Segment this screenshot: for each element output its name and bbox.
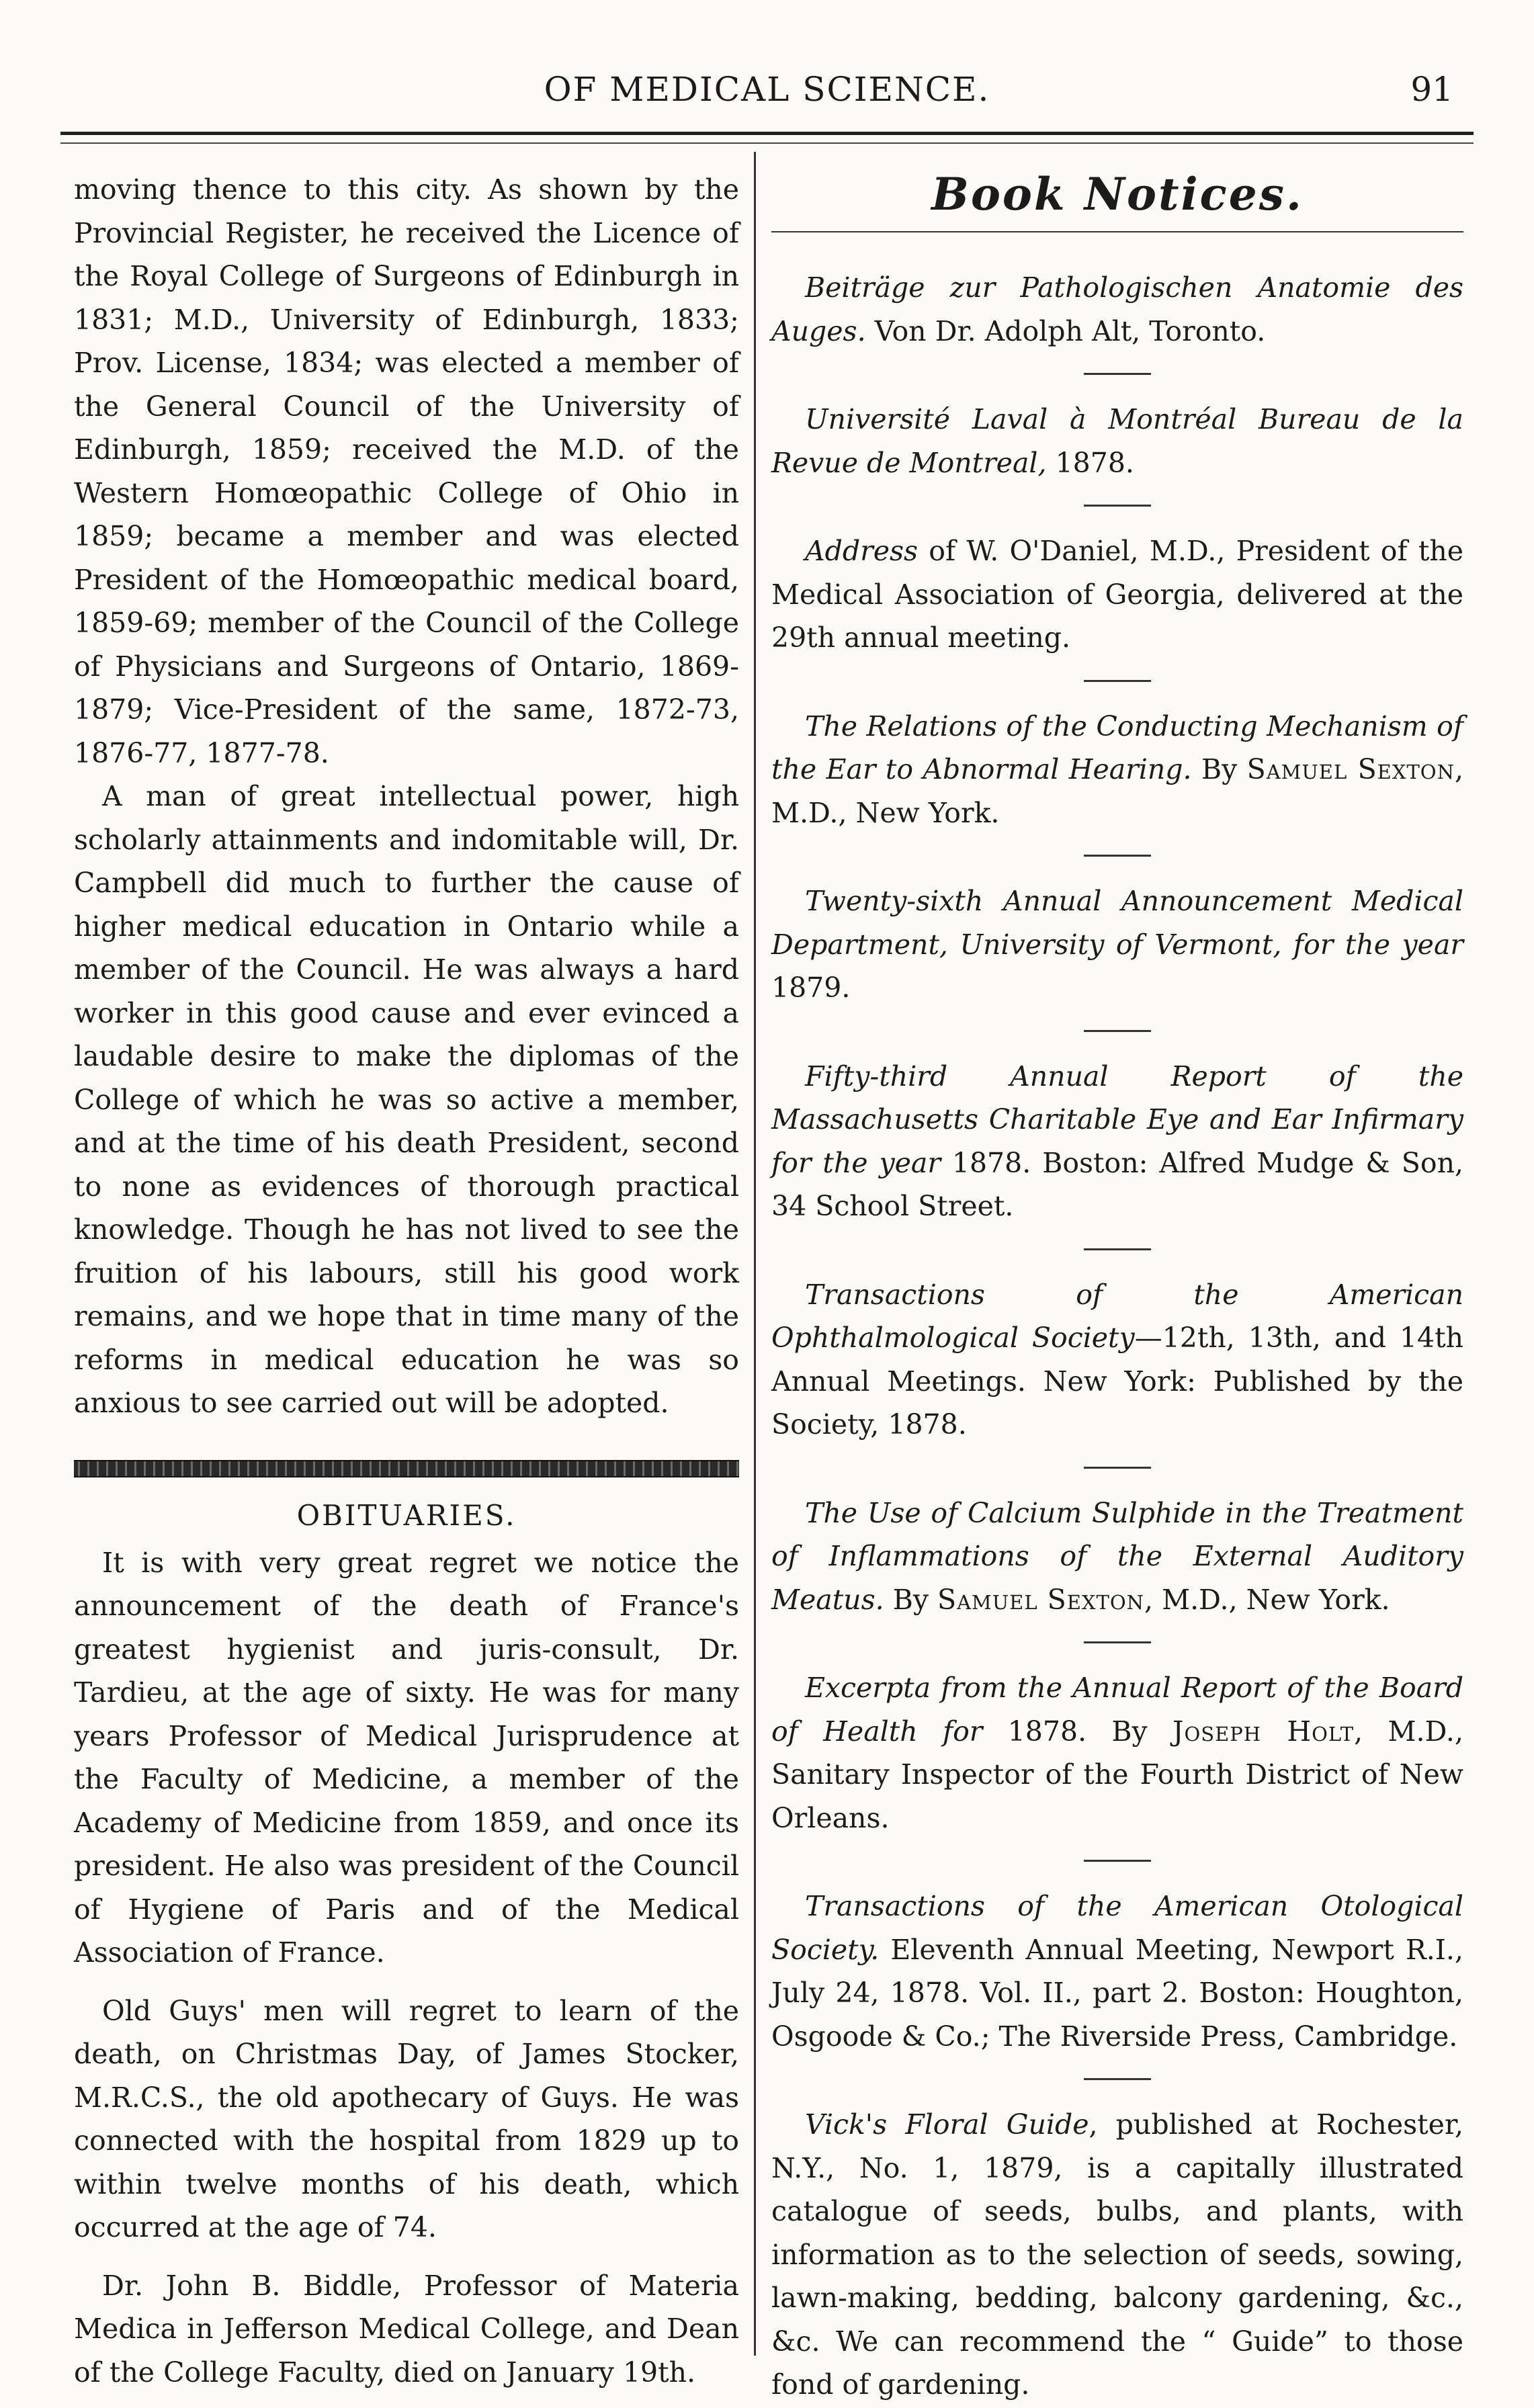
book-notice-title: Transactions of the American Otological Society. [771, 1890, 1463, 1966]
column-divider [754, 152, 756, 2356]
book-notice [771, 1273, 1463, 1447]
notice-separator [1084, 680, 1151, 682]
book-notice-title: Beiträge zur Pathologischen Anatomie des Auges. [771, 271, 1463, 347]
book-notice-title: The Relations of the Conducting Mechanism of the Ear to Abnormal Hearing. [771, 710, 1463, 785]
obituary-paragraph: Old Guys' men will regret to learn of the death, on Christmas Day, of James Stocker, M.R.C.S., the old apothecary of Guys. He was connected with the hospital from 1829 up to within twelve months of his death, which occurred at the age of 74. [74, 1994, 739, 2243]
book-notice-title: Université Laval à Montréal Bureau de la Revue de Montreal, [771, 403, 1463, 479]
running-title: OF MEDICAL SCIENCE. [544, 70, 990, 109]
book-notice [771, 2103, 1463, 2407]
book-notice-title: Twenty-sixth Annual Announcement Medical Department, University of Vermont, for the year [771, 885, 1463, 961]
book-notice-text: , published at Rochester, N.Y., No. 1, 1879, is a capitally illustrated catalogue of seeds, bulbs, and plants, with information as to the selection of seeds, sowing, lawn-making, bedding, balcony gardening, &c., &c. We can recommend the “ Guide” to those fond of gardening. [771, 2108, 1463, 2401]
header-rule-thin [60, 142, 1474, 144]
book-notice [771, 529, 1463, 660]
notice-separator [1084, 1641, 1151, 1643]
book-notice-author: Samuel Sexton [1246, 753, 1455, 785]
notice-separator [1084, 1030, 1151, 1032]
notice-separator [1084, 855, 1151, 857]
running-header [60, 70, 1474, 124]
book-notices-rule [771, 231, 1463, 232]
book-notice-title: The Use of Calcium Sulphide in the Treatment of Inflammations of the External Auditory Meatus. [771, 1496, 1463, 1616]
book-notice-text: 1878. Boston: Alfred Mudge & Son, 34 School Street. [771, 1146, 1464, 1222]
page-number: 91 [1410, 70, 1453, 109]
notice-separator [1084, 373, 1151, 375]
book-notice-text: By [1191, 753, 1247, 785]
book-notice-text: Eleventh Annual Meeting, Newport R.I., July 24, 1878. Vol. II., part 2. Boston: Houghton, Osgoode & Co.; The Riverside Press, Cambridge. [771, 1933, 1463, 2053]
notice-separator [1084, 1860, 1151, 1862]
book-notice [771, 1055, 1463, 1228]
book-notice-text: , M.D., New York. [1144, 1583, 1390, 1616]
header-rule [60, 132, 1474, 135]
book-notice-text: 1878. [1046, 446, 1134, 479]
obituary-paragraph: It is with very great regret we notice the announcement of the death of France's greatest hygienist and juris-consult, Dr. Tardieu, at the age of sixty. He was for many years Professor of Medical Jurisprudence at the Faculty of Medicine, a member of the Academy of Medicine from 1859, and once its president. He also was president of the Council of Hygiene of Paris and of the Medical Association of France. [74, 1546, 739, 1969]
notice-separator [1084, 1467, 1151, 1469]
book-notice-title: Transactions of the American Ophthalmological Society [771, 1278, 1463, 1354]
notice-separator [1084, 1248, 1151, 1250]
book-notice-text: Von Dr. Adolph Alt, Toronto. [865, 314, 1266, 347]
biography-paragraph: moving thence to this city. As shown by the Provincial Register, he received the Licence of the Royal College of Surgeons of Edinburgh in 1831; M.D., University of Edinburgh, 1833; Prov. License, 1834; was elected a member of the General Council of the University of Edinburgh, 1859; received the M.D. of the Western Homœopathic College of Ohio in 1859; became a member and was elected President of the Homœopathic medical board, 1859-69; member of the Council of the College of Physicians and Surgeons of Ontario, 1869-1879; Vice-President of the same, 1872-73, 1876-77, 1877-78. [74, 173, 739, 769]
book-notice-title: Fifty-third Annual Report of the Massachusetts Charitable Eye and Ear Infirmary for the year [771, 1060, 1463, 1179]
book-notice-title: Address [805, 535, 919, 567]
book-notice-text: 1879. [771, 972, 851, 1004]
left-column [74, 168, 739, 2394]
book-notice-text: , M.D., Sanitary Inspector of the Fourth District of New Orleans. [771, 1715, 1463, 1834]
book-notice [771, 266, 1463, 353]
book-notice-text: —12th, 13th, and 14th Annual Meetings. New York: Published by the Society, 1878. [771, 1322, 1463, 1440]
book-notice [771, 705, 1463, 835]
obituaries-heading: OBITUARIES. [296, 1498, 517, 1532]
book-notice-text: 1878. By [982, 1715, 1173, 1748]
book-notice-author: Joseph Holt [1173, 1715, 1355, 1748]
right-column [771, 168, 1463, 2407]
book-notice-title: Excerpta from the Annual Report of the Board of Health for [771, 1672, 1463, 1748]
book-notices-list [771, 266, 1463, 2407]
book-notice-author: Samuel Sexton [937, 1583, 1145, 1616]
book-notices-heading: Book Notices. [931, 168, 1304, 220]
obituary-paragraph: Dr. John B. Biddle, Professor of Materia Medica in Jefferson Medical College, and Dean of the College Faculty, died on January 19th. [74, 2269, 739, 2389]
notice-separator [1084, 505, 1151, 507]
section-rule [74, 1460, 739, 1477]
book-notice [771, 398, 1463, 484]
book-notice [771, 1885, 1463, 2058]
book-notice-text: of W. O'Daniel, M.D., President of the Medical Association of Georgia, delivered at the 29th annual meeting. [771, 535, 1463, 654]
notice-separator [1084, 2078, 1151, 2080]
book-notice [771, 879, 1463, 1010]
book-notice [771, 1492, 1463, 1622]
book-notice-text: , M.D., New York. [771, 753, 1464, 829]
book-notice-title: Vick's Floral Guide [805, 2108, 1089, 2141]
book-notice-text: By [884, 1583, 938, 1616]
book-notice [771, 1666, 1463, 1840]
biography-paragraph: A man of great intellectual power, high scholarly attainments and indomitable will, Dr. Campbell did much to further the cause of higher medical education in Ontario while a member of the Council. He was always a hard worker in this good cause and ever evinced a laudable desire to make the diplomas of the College of which he was so active a member, and at the time of his death President, second to none as evidences of thorough practical knowledge. Though he has not lived to see the fruition of his labours, still his good work remains, and we hope that in time many of the reforms in medical education he was so anxious to see carried out will be adopted. [74, 780, 739, 1419]
